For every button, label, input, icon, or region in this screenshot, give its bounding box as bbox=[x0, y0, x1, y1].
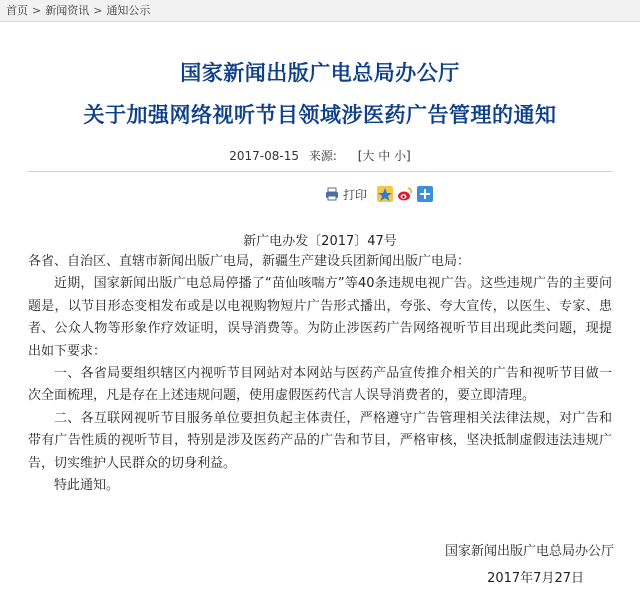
page-title-line2: 关于加强网络视听节目领域涉医药广告管理的通知 bbox=[83, 103, 557, 127]
page-title-line1: 国家新闻出版广电总局办公厅 bbox=[180, 61, 460, 85]
share-qzone-icon[interactable] bbox=[377, 186, 393, 202]
signature-date: 2017年7月27日 bbox=[487, 571, 584, 586]
paragraph-2: 一、各省局要组织辖区内视听节目网站对本网站与医药产品宣传推介相关的广告和视听节目做一次全面梳理，凡是存在上述违规问题，使用虚假医药代言人误导消费者的，要立即清理。 bbox=[28, 366, 612, 404]
share-weibo-icon[interactable] bbox=[397, 186, 413, 202]
closing-line: 特此通知。 bbox=[54, 478, 120, 494]
paragraph-1: 近期，国家新闻出版广电总局停播了“苗仙咳喘方”等40条违规电视广告。这些违规广告的主要问题是，以节目形态变相发布或是以电视购物短片广告形式播出，夸张、夸大宣传，以医生、专家、患者、公众人物等形象作疗效证明，误导消费等。为防止涉医药广告网络视听节目出现此类问题，现提出如下要求： bbox=[28, 276, 612, 359]
source-label: 来源: bbox=[308, 149, 337, 163]
font-size-controls[interactable]: [大 中 小] bbox=[357, 149, 411, 163]
breadcrumb-separator: > bbox=[32, 4, 42, 17]
divider bbox=[28, 171, 612, 172]
print-icon[interactable] bbox=[325, 187, 339, 201]
article-toolbar bbox=[325, 185, 433, 203]
breadcrumb-news-link[interactable]: 新闻资讯 bbox=[45, 4, 90, 17]
paragraph-3: 二、各互联网视听节目服务单位要担负起主体责任，严格遵守广告管理相关法律法规，对广告和带有广告性质的视听节目，特别是涉及医药产品的广告和节目，严格审核，坚决抵制虚假违法违规广告，切实维护人民群众的切身利益。 bbox=[28, 410, 612, 471]
breadcrumb-separator: > bbox=[93, 4, 103, 17]
breadcrumb bbox=[0, 0, 640, 22]
document-number: 新广电办发〔2017〕47号 bbox=[243, 234, 397, 249]
share-more-icon[interactable] bbox=[417, 186, 433, 202]
article-body bbox=[28, 251, 612, 497]
publish-date: 2017-08-15 bbox=[229, 149, 300, 163]
breadcrumb-notices-link[interactable]: 通知公示 bbox=[106, 4, 151, 17]
breadcrumb-home-link[interactable]: 首页 bbox=[6, 4, 28, 17]
print-button[interactable]: 打印 bbox=[343, 187, 368, 202]
recipients: 各省、自治区、直辖市新闻出版广电局，新疆生产建设兵团新闻出版广电局： bbox=[28, 254, 471, 269]
signature-org: 国家新闻出版广电总局办公厅 bbox=[444, 544, 614, 559]
article-meta bbox=[0, 147, 640, 164]
